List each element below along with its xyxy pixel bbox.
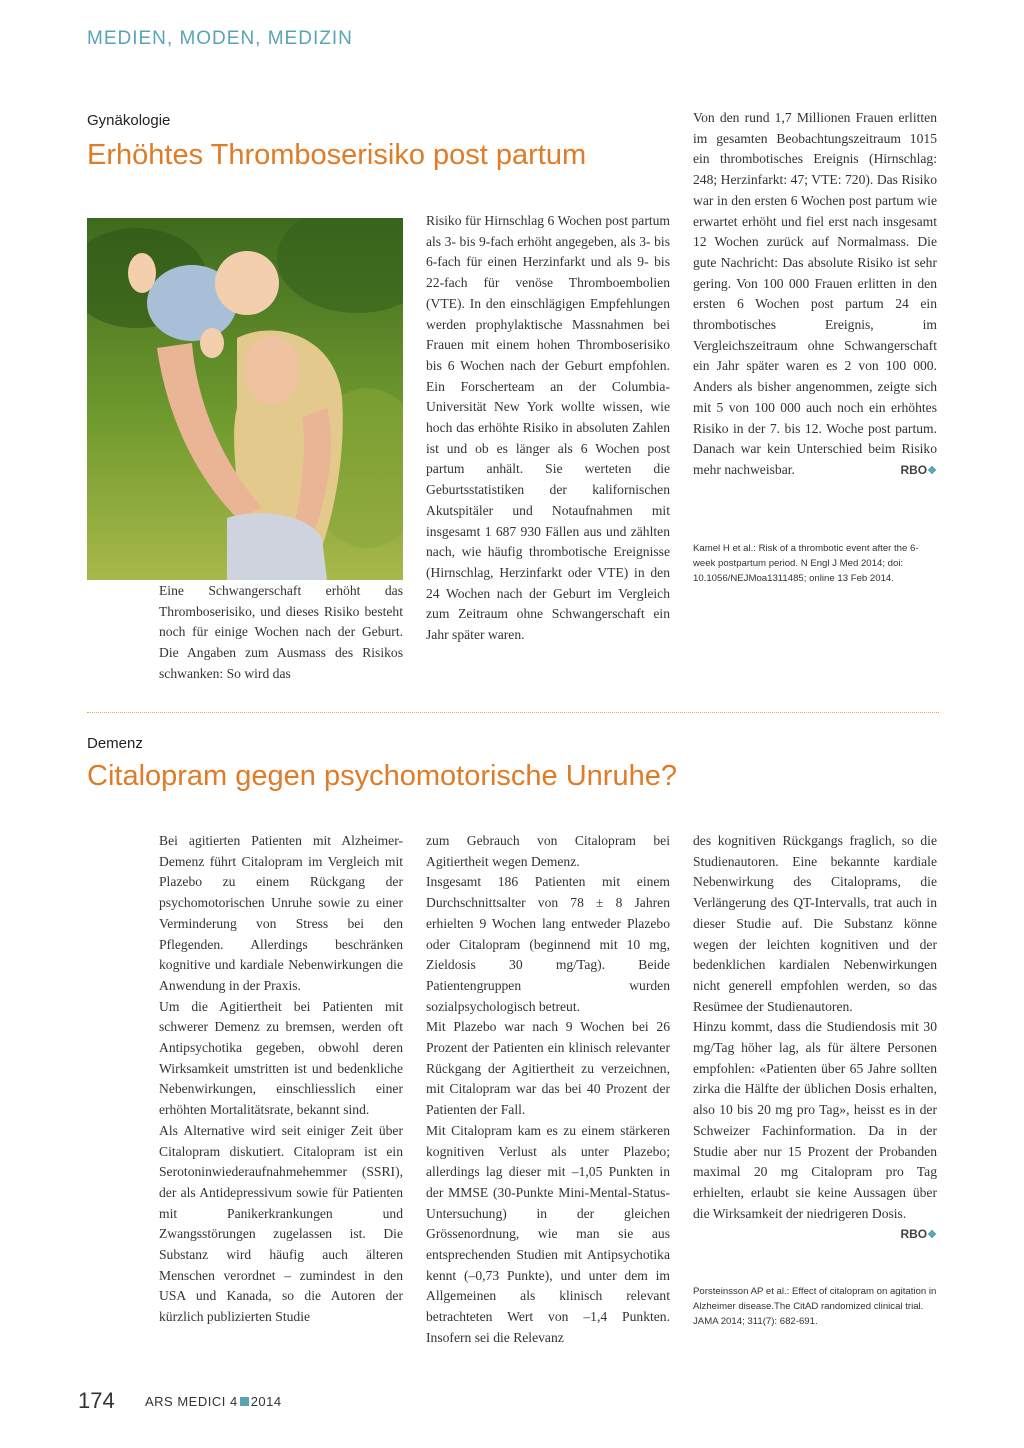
article2-reference: Porsteinsson AP et al.: Effect of citalopram on agitation in Alzheimer disease.The CitAD randomized clinical trial. JAMA 2014; 311(7): 682-691. (693, 1286, 937, 1327)
article2-kicker: Demenz (87, 735, 143, 752)
paragraph: Mit Plazebo war nach 9 Wochen bei 26 Prozent der Patienten ein klinisch relevanter Rückgang der Agitiertheit zu verzeichnen, mit Citalopram war das bei 40 Prozent der Patienten der Fall. (426, 1019, 670, 1118)
article2-column1 (159, 831, 403, 1328)
paragraph: Hinzu kommt, dass die Studiendosis mit 30 mg/Tag höher lag, als für ältere Personen empfohlen: «Patienten über 65 Jahre sollten zirka die Hälfte der üblichen Dosis erhalten, also 10 bis 20 mg pro Tag», heisst es in der Schweizer Fachinformation. Da in der Studie aber nur 15 Prozent der Probanden maximal 20 mg Citalopram pro Tag erhielten, erlaubt sie keine Aussagen über die Wirksamkeit der niedrigeren Dosis. RBO❖ (693, 1017, 937, 1224)
magazine-name: ARS MEDICI 4 (145, 1394, 238, 1409)
page-number: 174 (78, 1388, 115, 1413)
paragraph: Um die Agitiertheit bei Patienten mit schwerer Demenz zu bremsen, werden oft Antipsychotika gegeben, obwohl deren Wirksamkeit umstritten ist und bedenkliche Nebenwirkungen, einschliesslich einer erhöhten Mortalitätsrate, bekannt sind. (159, 998, 403, 1118)
article1-column3 (693, 108, 937, 482)
article1-title: Erhöhtes Thromboserisiko post partum (87, 139, 587, 171)
diamond-icon: ❖ (927, 464, 937, 477)
article1-column3-text: Von den rund 1,7 Millionen Frauen erlitten im gesamten Beobachtungszeitraum 1015 ein thrombotisches Ereignis (Hirnschlag: 248; Herzinfarkt: 47; VTE: 720). Das Risiko war in den ersten 6 Wochen post partum wie erwartet erhöht und fiel erst nach insgesamt 12 Wochen zurück auf Normalmass. Die gute Nachricht: Das absolute Risiko ist sehr gering. Von 100 000 Frauen erlitten in den ersten 6 Wochen post partum 24 ein thrombotisches Ereignis, im Vergleichszeitraum ohne Schwangerschaft ein Jahr später waren es 2 von 100 000. Anders als bisher angenommen, zeigte sich mit 5 von 100 000 auch noch ein erhöhtes Risiko in der 7. bis 12. Woche post partum. Danach war kein Unterschied beim Risiko mehr nachweisbar. (693, 110, 937, 477)
paragraph: zum Gebrauch von Citalopram bei Agitiertheit wegen Demenz. (426, 833, 670, 869)
magazine-footer (145, 1394, 282, 1409)
paragraph: Als Alternative wird seit einiger Zeit über Citalopram diskutiert. Citalopram ist ein Serotoninwiederaufnahmehemmer (SSRI), der als Antidepressivum sowie für Patienten mit Panikerkrankungen und Zwangsstörungen zugelassen ist. Die Substanz wird häufig auch älteren Menschen verordnet – zumindest in den USA und Kanada, so die Autoren der kürzlich publizierten Studie (159, 1122, 403, 1325)
paragraph: Insgesamt 186 Patienten mit einem Durchschnittsalter von 78 ± 8 Jahren erhielten 9 Wochen lang entweder Plazebo oder Citalopram (beginnend mit 10 mg, Zieldosis 30 mg/Tag). Beide Patientengruppen wurden sozialpsychologisch betreut. (426, 874, 670, 1014)
square-icon (240, 1397, 249, 1406)
magazine-year: 2014 (250, 1394, 282, 1409)
paragraph: Mit Citalopram kam es zu einem stärkeren kognitiven Verlust als unter Plazebo; allerdings lag dieser mit –1,05 Punkten in der MMSE (30-Punkte Mini-Mental-Status-Untersuchung) in der gleichen Grössenordnung, wie man sie aus entsprechenden Studien mit Antipsychotika kennt (–0,73 Punkte), und unter dem im Allgemeinen als klinisch relevant betrachteten Wert von –1,4 Punkten. Insofern sei die Relevanz (426, 1122, 670, 1345)
author-signature: RBO❖ (900, 462, 937, 477)
article1-kicker: Gynäkologie (87, 112, 171, 129)
article2-column3 (693, 831, 937, 1246)
mother-baby-photo (87, 218, 403, 580)
paragraph: Bei agitierten Patienten mit Alzheimer-Demenz führt Citalopram im Vergleich mit Plazebo zu einem Rückgang der psychomotorischen Unruhe sowie zu einer Verminderung von Stress bei den Pflegenden. Allerdings beschränken kognitive und kardiale Nebenwirkungen die Anwendung in der Praxis. (159, 833, 403, 993)
article1-reference: Kamel H et al.: Risk of a thrombotic event after the 6-week postpartum period. N Engl J Med 2014; doi: 10.1056/NEJMoa1311485; online 13 Feb 2014. (693, 543, 919, 584)
section-divider (87, 712, 939, 713)
article1-column2: Risiko für Hirnschlag 6 Wochen post partum als 3- bis 9-fach erhöht angegeben, als 3- bis 6-fach für einen Herzinfarkt und als 9- bis 22-fach für venöse Thromboembolien (VTE). In den einschlägigen Empfehlungen werden prophylaktische Massnahmen bei Frauen mit einem hohen Thromboserisiko bis 6 Wochen nach der Geburt empfohlen. Ein Forscherteam an der Columbia-Universität New York wollte wissen, wie hoch das erhöhte Risiko in absoluten Zahlen ist und ob es länger als 6 Wochen post partum anhält. Sie werteten die Geburtsstatistiken der kalifornischen Akutspitäler und Notaufnahmen mit insgesamt 1 687 930 Fällen aus und zählten nach, wie häufig thrombotische Ereignisse (Hirnschlag, Herzinfarkt oder VTE) in den 24 Wochen nach der Geburt im Vergleich zum Zeitraum ohne Schwangerschaft ein Jahr später waren. (426, 213, 670, 643)
section-header: MEDIEN, MODEN, MEDIZIN (87, 28, 353, 49)
paragraph: des kognitiven Rückgangs fraglich, so die Studienautoren. Eine bekannte kardiale Nebenwirkung des Citaloprams, die Verlängerung des QT-Intervalls, trat auch in dieser Studie auf. Die Substanz könne wegen der leichten kognitiven und der bedenklichen kardialen Nebenwirkungen nicht generell empfohlen werden, so das Resümee der Studienautoren. (693, 833, 937, 1014)
article2-title: Citalopram gegen psychomotorische Unruhe? (87, 760, 677, 792)
article1-caption: Eine Schwangerschaft erhöht das Thromboserisiko, und dieses Risiko besteht noch für einige Wochen nach der Geburt. Die Angaben zum Ausmass des Risikos schwanken: So wird das (159, 583, 403, 681)
article2-column2 (426, 831, 670, 1349)
author-signature: RBO❖ (900, 1227, 937, 1242)
diamond-icon: ❖ (927, 1229, 937, 1242)
